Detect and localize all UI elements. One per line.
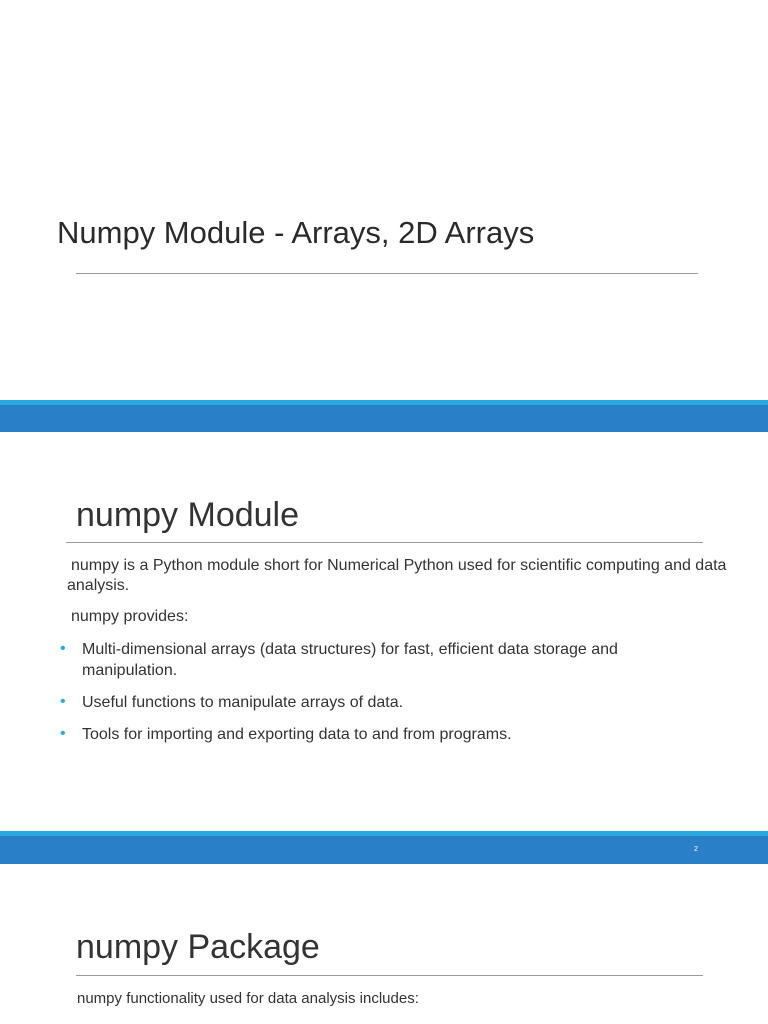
bullet-text: Multi-dimensional arrays (data structures) for fast, efficient data storage and manipulation.	[82, 641, 618, 679]
slide3-intro-paragraph: numpy functionality used for data analysis includes:	[77, 990, 419, 1007]
slide-separator	[0, 836, 768, 864]
bullet-item	[60, 692, 700, 713]
slide3-title-rule	[76, 975, 703, 976]
slide1-title-rule	[76, 273, 698, 274]
slide2-title: numpy Module	[76, 496, 300, 534]
slide3-title: numpy Package	[76, 928, 320, 966]
slide2-intro-paragraph: numpy is a Python module short for Numerical Python used for scientific computing and data analysis.	[67, 557, 727, 594]
page-number: 2	[694, 846, 698, 853]
bullet-icon: •	[60, 693, 66, 710]
slide2-title-rule	[66, 542, 703, 543]
slide1-title: Numpy Module - Arrays, 2D Arrays	[57, 215, 535, 250]
slide-separator	[0, 405, 768, 432]
bullet-text: Useful functions to manipulate arrays of data.	[82, 694, 404, 711]
bullet-icon: •	[60, 640, 66, 657]
slide2-provides-label: numpy provides:	[71, 608, 189, 625]
bullet-item	[60, 724, 700, 745]
bullet-text: Tools for importing and exporting data to and from programs.	[82, 726, 512, 743]
bullet-item	[60, 639, 700, 681]
bullet-icon: •	[60, 725, 66, 742]
